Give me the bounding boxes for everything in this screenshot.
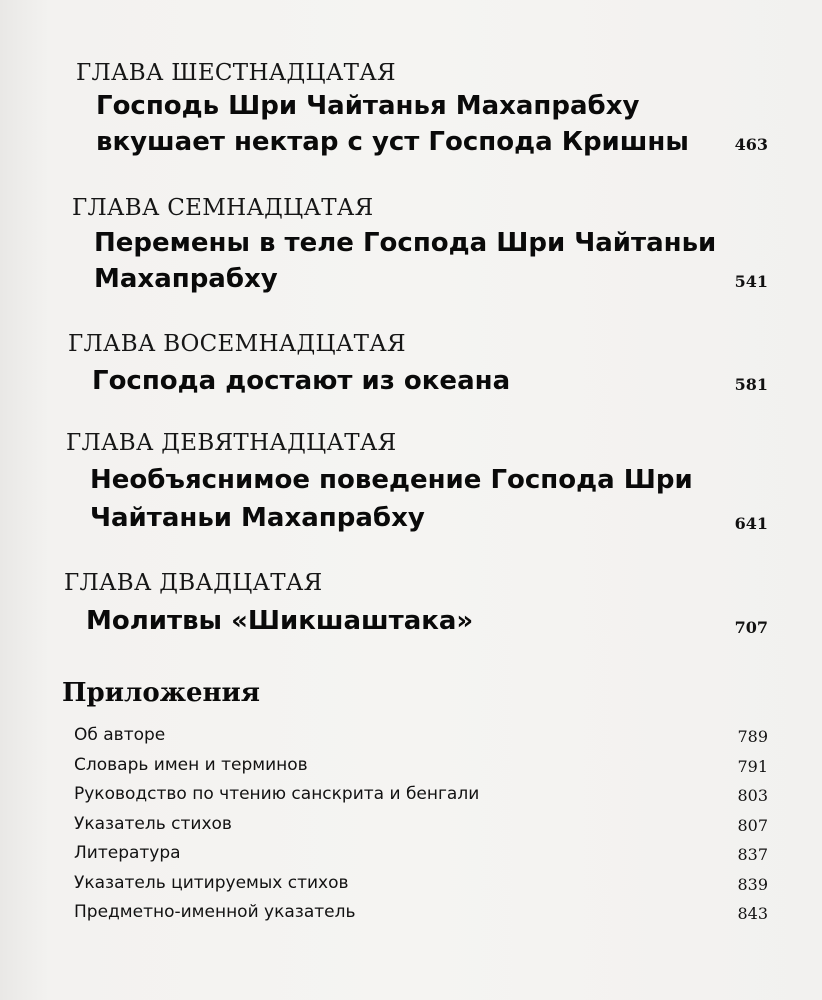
chapter-19-heading: ГЛАВА ДЕВЯТНАДЦАТАЯ	[66, 430, 397, 456]
chapter-20-heading: ГЛАВА ДВАДЦАТАЯ	[64, 570, 323, 596]
chapter-19-title-line2: Чайтаньи Махапрабху	[90, 503, 425, 533]
chapter-17-title-line2: Махапрабху	[94, 264, 278, 294]
appendix-item-page: 807	[737, 816, 768, 835]
chapter-19-page-number: 641	[734, 514, 768, 533]
chapter-18-page-number: 581	[734, 375, 768, 394]
chapter-16-title-line1: Господь Шри Чайтанья Махапрабху	[96, 91, 640, 121]
appendix-item-page: 843	[737, 904, 768, 923]
appendix-item	[74, 902, 768, 931]
chapter-20-title-line1: Молитвы «Шикшаштака»	[86, 606, 474, 636]
appendix-item	[74, 755, 768, 784]
chapter-17-page-number: 541	[734, 272, 768, 291]
appendix-item	[74, 873, 768, 902]
chapter-18-title-line1: Господа достают из океана	[92, 366, 511, 396]
appendix-item-label: Указатель стихов	[74, 814, 232, 834]
chapter-16-heading: ГЛАВА ШЕСТНАДЦАТАЯ	[76, 60, 396, 86]
appendix-item-label: Литература	[74, 843, 181, 863]
chapter-17-title-line1: Перемены в теле Господа Шри Чайтаньи	[94, 228, 717, 258]
appendix-item-label: Руководство по чтению санскрита и бенгали	[74, 784, 480, 804]
chapter-18-heading: ГЛАВА ВОСЕМНАДЦАТАЯ	[68, 331, 406, 357]
appendix-item-label: Предметно-именной указатель	[74, 902, 356, 922]
appendix-item-page: 803	[737, 786, 768, 805]
appendix-item-label: Словарь имен и терминов	[74, 755, 308, 775]
appendix-item-label: Указатель цитируемых стихов	[74, 873, 349, 893]
appendix-heading: Приложения	[62, 678, 261, 708]
chapter-16-title-line2: вкушает нектар с уст Господа Кришны	[96, 127, 689, 157]
appendix-item	[74, 843, 768, 872]
chapter-20-page-number: 707	[734, 618, 768, 637]
appendix-item-page: 839	[737, 875, 768, 894]
chapter-19-title-line1: Необъяснимое поведение Господа Шри	[90, 465, 693, 495]
appendix-item-page: 791	[737, 757, 768, 776]
appendix-item	[74, 784, 768, 813]
appendix-item	[74, 725, 768, 754]
appendix-item	[74, 814, 768, 843]
appendix-item-label: Об авторе	[74, 725, 166, 745]
chapter-17-heading: ГЛАВА СЕМНАДЦАТАЯ	[72, 195, 374, 221]
appendix-item-page: 789	[737, 727, 768, 746]
appendix-item-page: 837	[737, 845, 768, 864]
chapter-16-page-number: 463	[734, 135, 768, 154]
